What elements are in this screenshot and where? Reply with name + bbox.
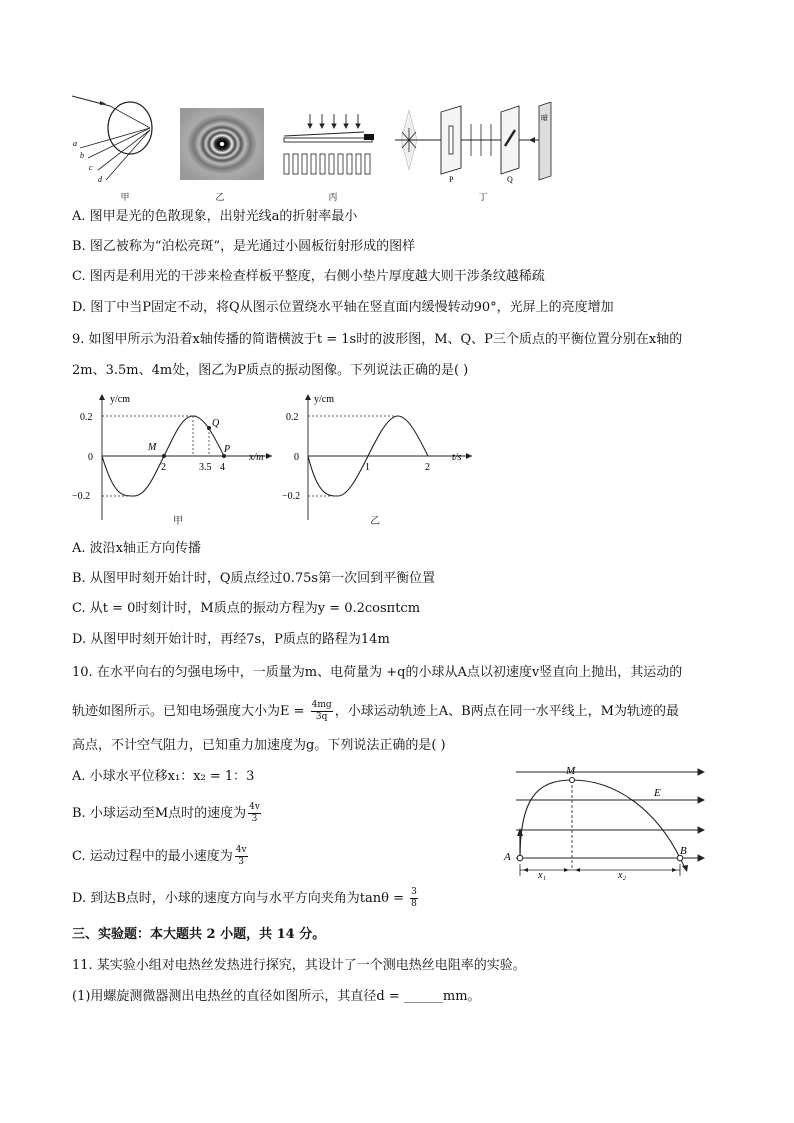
caption-bing: 丙	[328, 193, 338, 203]
q10-option-d-fraction	[410, 887, 418, 910]
ray-label-c: c	[89, 163, 93, 172]
jia-point-m: M	[148, 442, 157, 453]
ray-label-a: a	[73, 139, 77, 148]
caption-yi: 乙	[215, 193, 225, 203]
q10-stem-line2	[72, 700, 679, 723]
proj-label-x2: x₂	[618, 870, 626, 880]
q10-e-fraction	[311, 700, 333, 723]
polarizer-label-q: Q	[507, 175, 513, 184]
jia-xtick-2: 2	[161, 462, 166, 473]
q8-option-d: D. 图丁中当P固定不动，将Q从图示位置绕水平轴在竖直面内缓慢转动90°，光屏上的亮度增加	[72, 300, 614, 315]
figure-bing-interference	[280, 112, 380, 182]
q11-part1: (1)用螺旋测微器测出电热丝的直径如图所示，其直径d = ______mm。	[72, 989, 481, 1004]
q10-option-c-fraction	[235, 845, 248, 868]
q10-stem-line2-after: ，小球运动轨迹上A、B两点在同一水平线上，M为轨迹的最	[334, 704, 679, 719]
q10-option-b-numerator: 4v	[249, 802, 260, 812]
q10-stem-line1: 10. 在水平向右的匀强电场中，一质量为m、电荷量为 +q的小球从A点以初速度v竖直向上抛出，其运动的	[72, 665, 683, 680]
q9-option-d: D. 从图甲时刻开始计时，再经7s，P质点的路程为14m	[72, 632, 390, 647]
q11-stem: 11. 某实验小组对电热丝发热进行探究，其设计了一个测电热丝电阻率的实验。	[72, 958, 526, 973]
ray-label-d: d	[98, 175, 102, 184]
yi-ylabel: y/cm	[314, 394, 334, 405]
q10-option-c-denominator: 3	[238, 857, 245, 867]
yi-ytick-top: 0.2	[286, 412, 299, 423]
proj-label-b: B	[680, 845, 687, 857]
q10-option-b-text: B. 小球运动至M点时的速度为	[72, 806, 247, 821]
q9-option-a: A. 波沿x轴正方向传播	[72, 541, 201, 556]
yi-xlabel: t/s	[452, 452, 462, 463]
proj-label-e: E	[654, 787, 661, 799]
figure-ding-polarizers	[395, 102, 560, 184]
vibration-graph-yi	[282, 390, 482, 530]
caption-graph-jia: 甲	[173, 516, 183, 527]
proj-label-a: A	[504, 851, 511, 863]
q10-option-c-text: C. 运动过程中的最小速度为	[72, 849, 233, 864]
wave-graph-jia	[72, 390, 282, 530]
figure-jia-dispersion	[70, 92, 165, 192]
jia-ytick-top: 0.2	[80, 412, 93, 423]
figure-yi-poisson-spot	[180, 108, 264, 180]
ray-label-b: b	[80, 151, 84, 160]
q10-option-d-text: D. 到达B点时，小球的速度方向与水平方向夹角为tanθ =	[72, 891, 409, 906]
caption-jia: 甲	[120, 193, 130, 203]
q9-option-b: B. 从图甲时刻开始计时，Q质点经过0.75s第一次回到平衡位置	[72, 571, 436, 586]
q10-option-b-denominator: 3	[251, 814, 258, 824]
q10-option-d-numerator: 3	[411, 887, 417, 897]
q10-option-c	[72, 845, 248, 868]
jia-point-q: Q	[212, 418, 220, 429]
yi-ytick-bottom: −0.2	[282, 491, 301, 502]
q10-option-b-fraction	[248, 802, 261, 825]
jia-ytick-bottom: −0.2	[72, 491, 91, 502]
q10-e-numerator: 4mg	[311, 700, 332, 710]
jia-point-p: P	[224, 444, 231, 455]
jia-xtick-4: 4	[220, 462, 225, 473]
section-3-heading: 三、实验题：本大题共 2 小题，共 14 分。	[72, 927, 326, 942]
polarizer-label-p: P	[449, 175, 454, 184]
q9-option-c: C. 从t = 0时刻计时，M质点的振动方程为y = 0.2cosπtcm	[72, 601, 421, 616]
q10-option-d	[72, 887, 418, 910]
proj-label-x1: x₁	[538, 870, 546, 880]
q8-option-b: B. 图乙被称为“泊松亮斑”，是光通过小圆板衍射形成的图样	[72, 239, 416, 254]
yi-ytick-zero: 0	[294, 452, 299, 463]
caption-ding: 丁	[478, 193, 488, 203]
q10-e-denominator: 3q	[315, 712, 328, 722]
proj-label-m: M	[566, 765, 576, 777]
q10-option-d-denominator: 8	[411, 899, 417, 909]
jia-ytick-zero: 0	[88, 452, 93, 463]
projectile-field-figure	[496, 760, 716, 880]
jia-ylabel: y/cm	[110, 394, 130, 405]
q9-stem-line2: 2m、3.5m、4m处，图乙为P质点的振动图像。下列说法正确的是( )	[72, 363, 469, 378]
q10-stem-line2-before: 轨迹如图所示。已知电场强度大小为E =	[72, 704, 309, 719]
caption-graph-yi: 乙	[370, 516, 380, 527]
q10-option-c-numerator: 4v	[235, 845, 247, 855]
jia-xtick-3-5: 3.5	[199, 462, 212, 473]
q8-option-a: A. 图甲是光的色散现象，出射光线a的折射率最小	[72, 209, 358, 224]
q9-stem-line1: 9. 如图甲所示为沿着x轴传播的简谐横波于t = 1s时的波形图，M、Q、P三个质点的平衡位置分别在x轴的	[72, 332, 683, 347]
jia-xlabel: x/m	[249, 452, 264, 463]
q10-stem-line3: 高点，不计空气阻力，已知重力加速度为g。下列说法正确的是( )	[72, 738, 446, 753]
q10-option-b	[72, 802, 261, 825]
yi-xtick-2: 2	[425, 462, 430, 473]
q10-option-a: A. 小球水平位移x₁：x₂ = 1：3	[72, 769, 255, 784]
screen-label: 暗	[541, 114, 548, 122]
q8-option-c: C. 图丙是利用光的干涉来检查样板平整度，右侧小垫片厚度越大则干涉条纹越稀疏	[72, 269, 545, 284]
yi-xtick-1: 1	[365, 462, 370, 473]
